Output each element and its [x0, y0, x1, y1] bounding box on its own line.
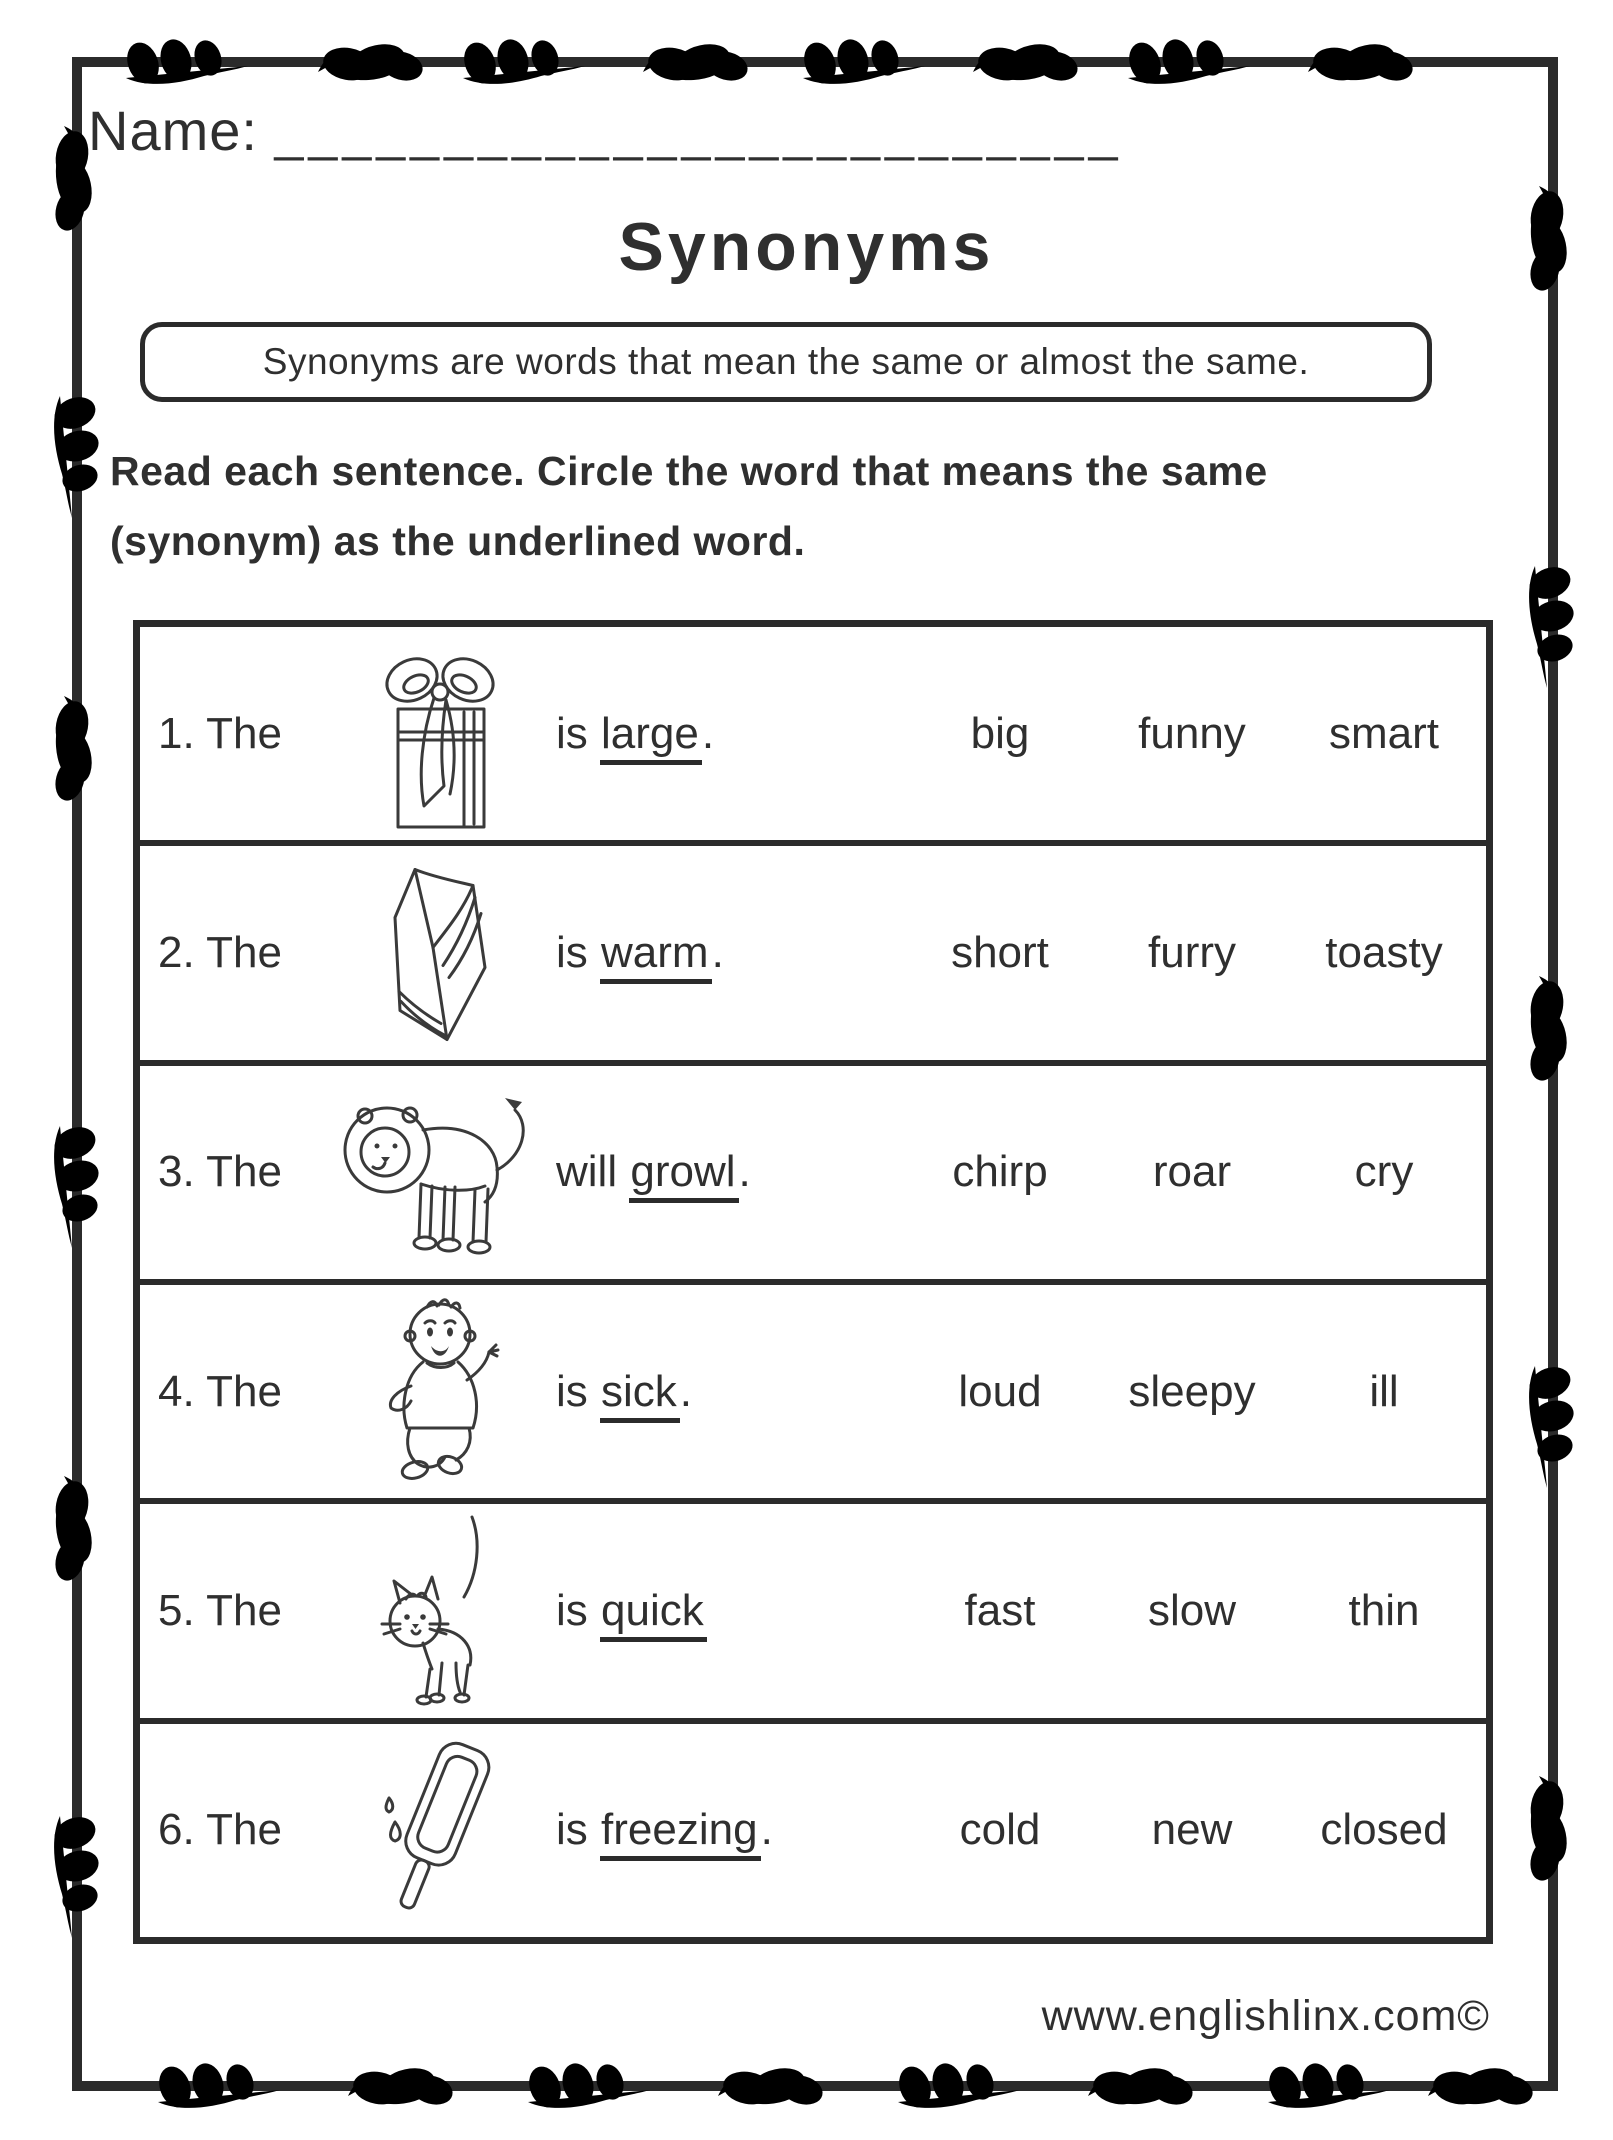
border-squiggle-icon	[1260, 2052, 1410, 2118]
row-sentence: is large.	[556, 709, 714, 759]
option-word[interactable]: toasty	[1325, 927, 1443, 977]
table-row	[140, 1285, 1486, 1504]
border-squiggle-icon	[1519, 1358, 1585, 1508]
underlined-word: growl	[629, 1147, 738, 1203]
border-squiggle-icon	[44, 678, 110, 828]
option-word[interactable]: funny	[1138, 708, 1246, 758]
option-word[interactable]: sleepy	[1128, 1366, 1256, 1416]
option-word[interactable]: ill	[1369, 1366, 1399, 1416]
border-squiggle-icon	[890, 2052, 1040, 2118]
border-squiggle-icon	[1519, 958, 1585, 1108]
table-row	[140, 846, 1486, 1065]
border-squiggle-icon	[118, 28, 268, 94]
border-squiggle-icon	[44, 388, 110, 538]
border-squiggle-icon	[955, 26, 1105, 92]
border-squiggle-icon	[44, 1808, 110, 1958]
table-row	[140, 1504, 1486, 1723]
row-sentence: is freezing.	[556, 1805, 773, 1855]
footer-url: www.englishlinx.com©	[1041, 1992, 1490, 2040]
border-squiggle-icon	[700, 2050, 850, 2116]
option-word[interactable]: fast	[964, 1585, 1036, 1635]
border-squiggle-icon	[300, 26, 450, 92]
instructions-line2: (synonym) as the underlined word.	[110, 518, 806, 564]
border-squiggle-icon	[44, 1458, 110, 1608]
option-word[interactable]: roar	[1152, 1147, 1232, 1197]
border-squiggle-icon	[150, 2052, 300, 2118]
border-squiggle-icon	[1070, 2050, 1220, 2116]
option-word[interactable]: slow	[1147, 1585, 1237, 1635]
option-word[interactable]: smart	[1329, 708, 1439, 758]
name-blank-field[interactable]: _________________________	[274, 104, 1123, 162]
row-lead: 4. The	[158, 1366, 282, 1416]
table-row	[140, 1724, 1486, 1937]
option-word[interactable]: cry	[1354, 1147, 1414, 1197]
row-lead: 6. The	[158, 1805, 282, 1855]
row-sentence: is warm.	[556, 928, 724, 978]
border-squiggle-icon	[520, 2052, 670, 2118]
border-squiggle-icon	[625, 26, 775, 92]
option-word[interactable]: big	[970, 708, 1030, 758]
underlined-word: quick	[600, 1586, 707, 1642]
page-title: Synonyms	[618, 209, 995, 285]
definition-box	[140, 322, 1432, 402]
definition-text: Synonyms are words that mean the same or almost the same.	[262, 341, 1310, 382]
border-squiggle-icon	[330, 2050, 480, 2116]
option-word[interactable]: closed	[1320, 1805, 1448, 1855]
border-squiggle-icon	[1290, 26, 1440, 92]
option-word[interactable]: loud	[958, 1366, 1042, 1416]
name-row	[88, 98, 1123, 163]
row-sentence: is sick.	[556, 1367, 692, 1417]
border-squiggle-icon	[1410, 2050, 1560, 2116]
row-lead: 3. The	[158, 1147, 282, 1197]
name-label: Name:	[88, 99, 258, 162]
table-row	[140, 627, 1486, 846]
option-word[interactable]: thin	[1348, 1585, 1420, 1635]
gift-icon	[320, 634, 560, 834]
border-squiggle-icon	[795, 28, 945, 94]
row-lead: 2. The	[158, 927, 282, 977]
row-sentence: will growl.	[556, 1147, 751, 1197]
row-lead: 5. The	[158, 1585, 282, 1635]
underlined-word: sick	[600, 1367, 680, 1423]
instructions-line1: Read each sentence. Circle the word that means the same	[110, 448, 1268, 494]
border-squiggle-icon	[1519, 1758, 1585, 1908]
border-squiggle-icon	[455, 28, 605, 94]
row-lead: 1. The	[158, 708, 282, 758]
underlined-word: warm	[600, 928, 712, 984]
option-word[interactable]: chirp	[952, 1147, 1048, 1197]
row-sentence: is quick	[556, 1586, 707, 1636]
option-word[interactable]: new	[1151, 1805, 1233, 1855]
underlined-word: freezing	[600, 1805, 761, 1861]
underlined-word: large	[600, 709, 702, 765]
border-squiggle-icon	[1120, 28, 1270, 94]
border-squiggle-icon	[1519, 558, 1585, 708]
cat-icon	[320, 1511, 560, 1711]
option-word[interactable]: cold	[959, 1805, 1041, 1855]
option-word[interactable]: furry	[1148, 927, 1236, 977]
lion-icon	[320, 1072, 560, 1272]
border-squiggle-icon	[44, 1118, 110, 1268]
option-word[interactable]: short	[951, 927, 1049, 977]
popsicle-icon	[320, 1730, 560, 1930]
table-row	[140, 1066, 1486, 1285]
blanket-icon	[320, 855, 560, 1050]
instructions	[110, 436, 1410, 576]
baby-icon	[320, 1292, 560, 1492]
worksheet-table	[133, 620, 1493, 1944]
